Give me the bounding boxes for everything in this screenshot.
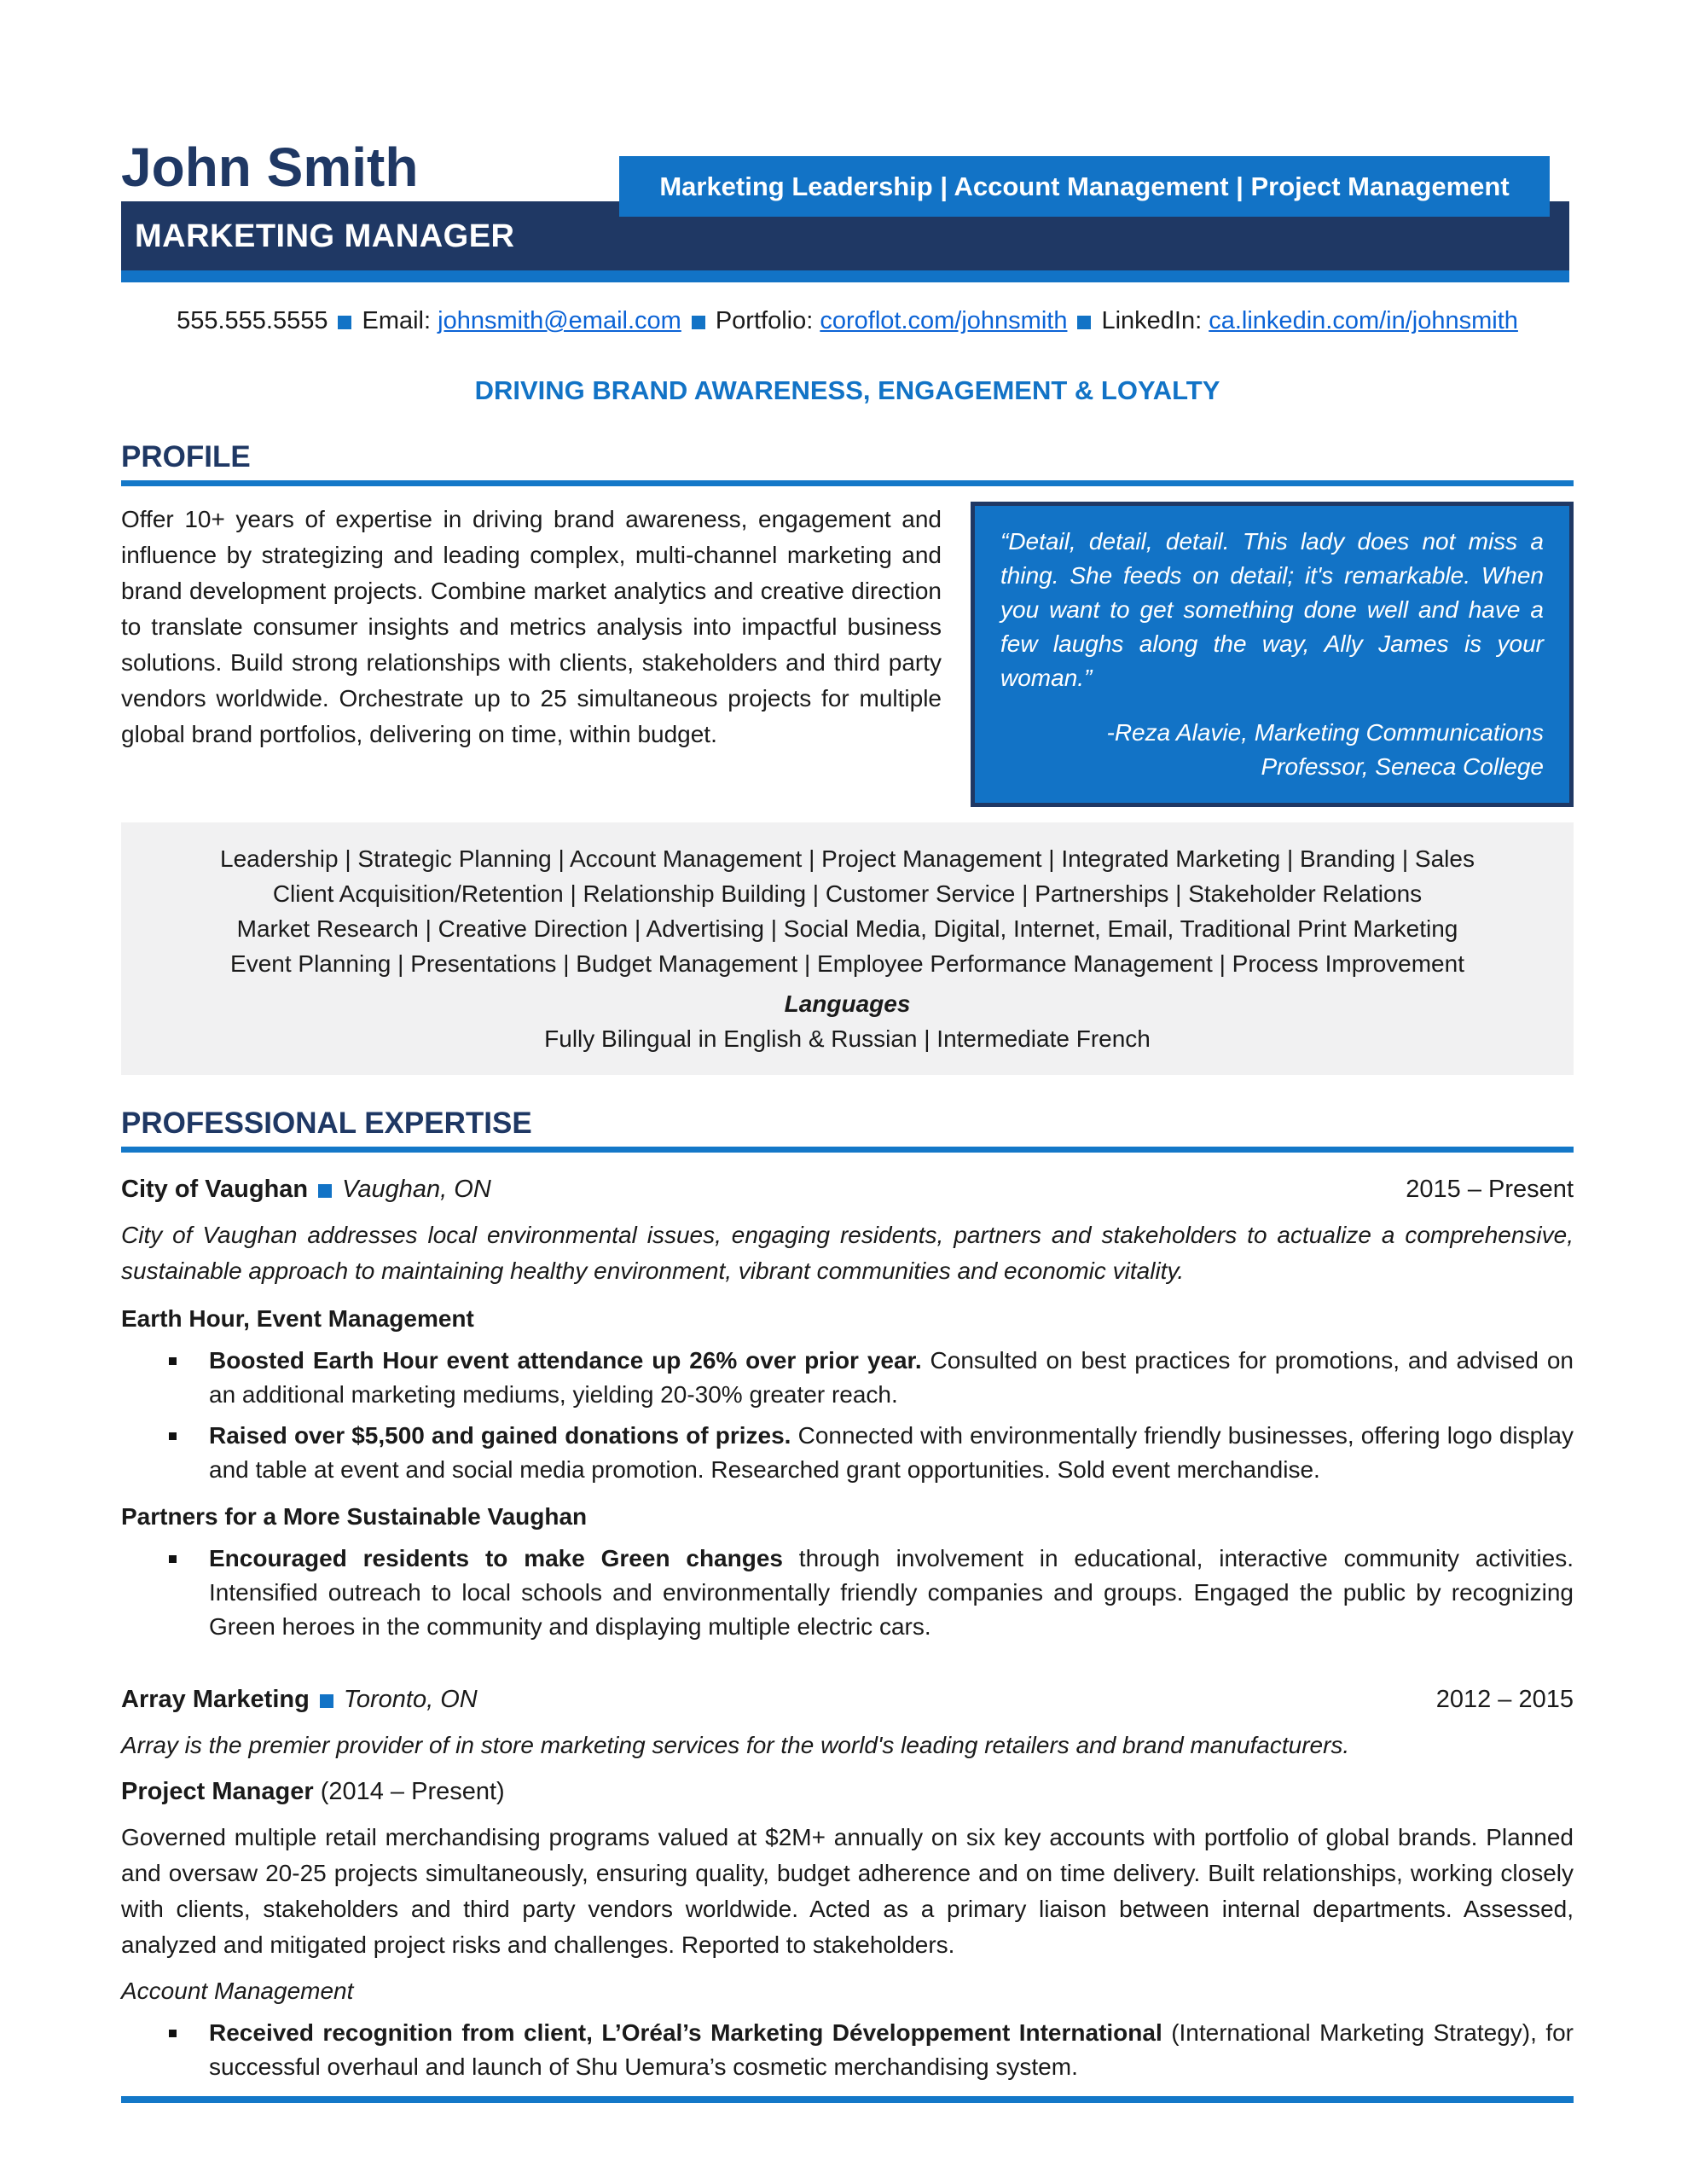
phone-number: 555.555.5555 bbox=[177, 307, 328, 334]
job-company-location bbox=[121, 1171, 491, 1207]
resume-page bbox=[121, 0, 1574, 2103]
keywords-line: Market Research | Creative Direction | Advertising | Social Media, Digital, Internet, Email, Traditional Print Marketing bbox=[236, 915, 1458, 942]
achievement-bullet bbox=[121, 1344, 1574, 1412]
testimonial-attribution bbox=[1000, 716, 1544, 784]
linkedin-label: LinkedIn: bbox=[1101, 307, 1203, 334]
specialties-banner: Marketing Leadership | Account Management | Project Management bbox=[619, 156, 1550, 217]
testimonial-quote-box bbox=[971, 502, 1574, 807]
bullet-square-icon bbox=[338, 316, 351, 329]
languages-line: Fully Bilingual in English & Russian | Intermediate French bbox=[544, 1025, 1151, 1052]
achievement-bullet bbox=[121, 1419, 1574, 1487]
job-subsection-title: Account Management bbox=[121, 1978, 354, 2004]
tagline: DRIVING BRAND AWARENESS, ENGAGEMENT & LOYALTY bbox=[474, 375, 1220, 405]
profile-section-heading: PROFILE bbox=[121, 440, 251, 473]
attribution-line: Professor, Seneca College bbox=[1261, 753, 1544, 780]
list-bullet-icon bbox=[169, 2030, 177, 2037]
role-paragraph: Governed multiple retail merchandising programs valued at $2M+ annually on six key accounts with portfolio of global brands. Planned and oversaw 20-25 projects simultaneously, ensuring quality, budget adherence and on time delivery. Built relationships, working closely with clients, stakeholders and third party vendors worldwide. Acted as a primary liaison between internal departments. Assessed, analyzed and mitigated project risks and challenges. Reported to stakeholders. bbox=[121, 1824, 1574, 1958]
bullet-square-icon bbox=[692, 316, 705, 329]
job-group-title: Earth Hour, Event Management bbox=[121, 1305, 474, 1332]
job-header bbox=[121, 1171, 1574, 1207]
bullet-text: Raised over $5,500 and gained donations of prizes. Connected with environmentally friendly businesses, offering logo display and table at event and social media promotion. Researched grant opportunities. Sold event merchandise. bbox=[209, 1422, 1574, 1483]
email-label: Email: bbox=[362, 307, 432, 334]
role-line bbox=[121, 1774, 1574, 1809]
portfolio-link[interactable]: coroflot.com/johnsmith bbox=[820, 307, 1068, 334]
keywords-line: Event Planning | Presentations | Budget Management | Employee Performance Management | Process Improvement bbox=[230, 950, 1464, 977]
page-bottom-rule bbox=[121, 2096, 1574, 2103]
bullet-square-icon bbox=[1077, 316, 1091, 329]
portfolio-label: Portfolio: bbox=[715, 307, 814, 334]
bullet-square-icon bbox=[320, 1694, 333, 1708]
section-rule bbox=[121, 480, 1574, 486]
candidate-name: John Smith bbox=[121, 136, 419, 198]
keywords-box bbox=[121, 822, 1574, 1075]
section-rule bbox=[121, 1147, 1574, 1153]
profile-summary: Offer 10+ years of expertise in driving brand awareness, engagement and influence by strategizing and leading complex, multi-channel marketing and brand development projects. Combine market analytics and creative direction to translate consumer insights and metrics analysis into impactful business solutions. Build strong relationships with clients, stakeholders and third party vendors worldwide. Orchestrate up to 25 simultaneous projects for multiple global brand portfolios, delivering on time, within budget. bbox=[121, 506, 942, 747]
keywords-line: Leadership | Strategic Planning | Account Management | Project Management | Integrated Marketing | Branding | Sales bbox=[220, 845, 1475, 872]
bullet-text: Received recognition from client, L’Oréal’s Marketing Développement International (International Marketing Strategy), for successful overhaul and launch of Shu Uemura’s cosmetic merchandising system. bbox=[209, 2019, 1574, 2080]
job-title: MARKETING MANAGER bbox=[135, 218, 515, 254]
company-name: City of Vaughan bbox=[121, 1176, 309, 1203]
list-bullet-icon bbox=[169, 1432, 177, 1440]
bullet-text: Encouraged residents to make Green changes through involvement in educational, interactive community activities. Intensified outreach to local schools and environmentally friendly companies and groups. Engaged the public by recognizing Green heroes in the community and displaying multiple electric cars. bbox=[209, 1545, 1574, 1640]
testimonial-text: “Detail, detail, detail. This lady does not miss a thing. She feeds on detail; it's remarkable. When you want to get something done well and have a few laughs along the way, Ally James is your woman.” bbox=[1000, 528, 1544, 691]
role-dates: (2014 – Present) bbox=[313, 1778, 505, 1805]
languages-heading: Languages bbox=[784, 990, 911, 1017]
role-title: Project Manager bbox=[121, 1778, 314, 1805]
profile-section bbox=[121, 502, 1574, 807]
email-link[interactable]: johnsmith@email.com bbox=[438, 307, 681, 334]
header bbox=[121, 0, 1574, 282]
bullet-square-icon bbox=[318, 1184, 332, 1198]
attribution-line: -Reza Alavie, Marketing Communications bbox=[1106, 719, 1544, 746]
company-location: Toronto, ON bbox=[343, 1686, 478, 1713]
contact-line bbox=[121, 303, 1574, 339]
company-description: City of Vaughan addresses local environmental issues, engaging residents, partners and stakeholders to actualize a comprehensive, sustainable approach to maintaining healthy environment, vibrant communities and economic vitality. bbox=[121, 1222, 1574, 1284]
achievement-bullet bbox=[121, 2016, 1574, 2084]
expertise-section-heading: PROFESSIONAL EXPERTISE bbox=[121, 1107, 532, 1140]
list-bullet-icon bbox=[169, 1555, 177, 1563]
job-header bbox=[121, 1682, 1574, 1717]
company-name: Array Marketing bbox=[121, 1686, 310, 1713]
bullet-text: Boosted Earth Hour event attendance up 26% over prior year. Consulted on best practices for promotions, and advised on an additional marketing mediums, yielding 20-30% greater reach. bbox=[209, 1347, 1574, 1408]
company-location: Vaughan, ON bbox=[342, 1176, 491, 1203]
keywords-line: Client Acquisition/Retention | Relationship Building | Customer Service | Partnerships | Stakeholder Relations bbox=[272, 880, 1423, 907]
linkedin-link[interactable]: ca.linkedin.com/in/johnsmith bbox=[1209, 307, 1518, 334]
achievement-bullet bbox=[121, 1542, 1574, 1644]
header-accent-strip bbox=[121, 270, 1569, 282]
job-dates: 2015 – Present bbox=[1406, 1176, 1574, 1203]
company-description: Array is the premier provider of in store marketing services for the world's leading retailers and brand manufacturers. bbox=[121, 1732, 1350, 1758]
list-bullet-icon bbox=[169, 1357, 177, 1365]
job-company-location bbox=[121, 1682, 478, 1717]
job-group-title: Partners for a More Sustainable Vaughan bbox=[121, 1503, 588, 1530]
job-dates: 2012 – 2015 bbox=[1435, 1686, 1574, 1713]
